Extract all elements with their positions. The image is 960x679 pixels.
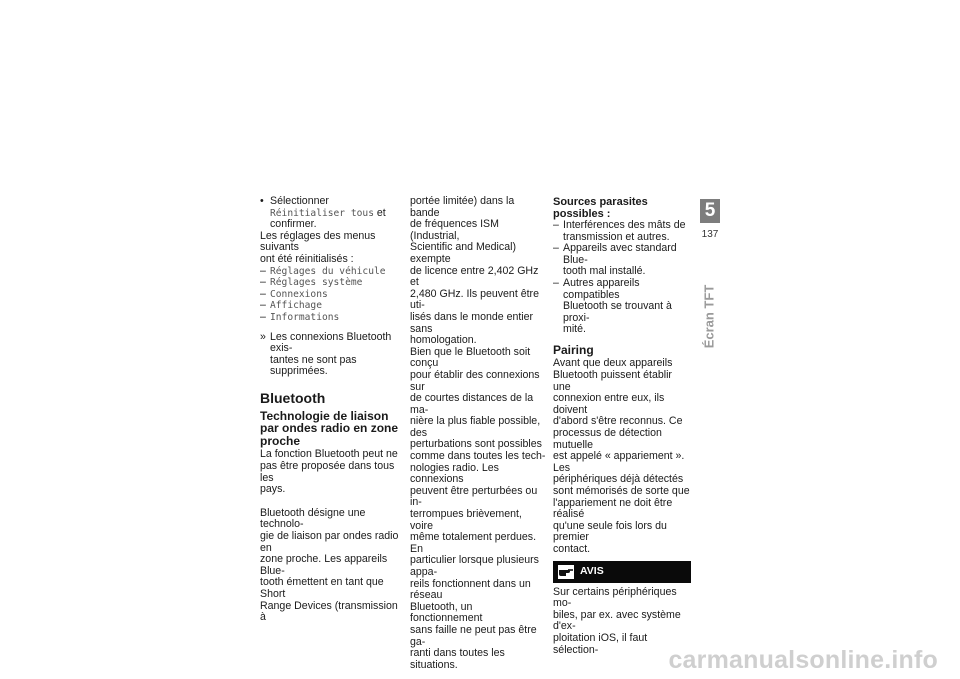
text-line: Sur certains périphériques mo- bbox=[553, 585, 677, 610]
text-line: Bluetooth puissent établir une bbox=[553, 369, 672, 393]
watermark: carmanualsonline.info bbox=[668, 646, 938, 674]
menu-item-vehicle-settings: – Réglages du véhicule bbox=[260, 266, 402, 278]
text-line: terrompues brièvement, voire bbox=[410, 508, 522, 532]
notice-banner bbox=[553, 561, 691, 583]
text-line: de licence entre 2,402 GHz et bbox=[410, 264, 539, 289]
source-item bbox=[553, 278, 691, 336]
text-line: Scientific and Medical) exempte bbox=[410, 241, 516, 265]
text-line: pas être proposée dans tous les bbox=[260, 460, 395, 484]
text-line: gie de liaison par ondes radio en bbox=[260, 529, 399, 554]
text-line: Range Devices (transmission à bbox=[260, 599, 398, 624]
text-line: Interférences des mâts de bbox=[563, 219, 686, 231]
text-line: connexion entre eux, ils doivent bbox=[553, 392, 665, 416]
notice-title: AVIS bbox=[580, 564, 604, 577]
column-2 bbox=[410, 196, 546, 671]
text-line: Avant que deux appareils bbox=[553, 357, 673, 370]
menu-item-connections: – Connexions bbox=[260, 289, 402, 301]
subsection-title bbox=[260, 410, 402, 448]
text-line: tooth mal installé. bbox=[563, 265, 646, 278]
section-title-bluetooth: Bluetooth bbox=[260, 389, 326, 406]
subsection-title-line-1: Technologie de liaison bbox=[260, 408, 389, 423]
column-1 bbox=[260, 196, 402, 624]
text-line: Bluetooth se trouvant à proxi- bbox=[563, 300, 672, 324]
text-line: nologies radio. Les connexions bbox=[410, 461, 499, 486]
text-line: biles, par ex. avec système d'ex- bbox=[553, 608, 681, 633]
result-note-line-1: Les connexions Bluetooth exis- bbox=[270, 330, 392, 355]
result-note-line-2: tantes ne sont pas supprimées. bbox=[270, 353, 357, 378]
text-line: Appareils avec standard Blue- bbox=[563, 242, 677, 266]
text-line: zone proche. Les appareils Blue- bbox=[260, 553, 388, 577]
text-line: homologation. bbox=[410, 334, 477, 347]
text-line: l'appariement ne doit être réalisé bbox=[553, 496, 673, 521]
paragraph-availability bbox=[260, 449, 402, 495]
text-line: périphériques déjà détectés bbox=[553, 473, 684, 486]
text-line: comme dans toutes les tech- bbox=[410, 450, 546, 463]
text-line: Bluetooth, un fonctionnement bbox=[410, 600, 483, 625]
menu-item-information: – Informations bbox=[260, 312, 402, 324]
text-line: portée limitée) dans la bande bbox=[410, 195, 515, 219]
instruction-text-post: et confirmer. bbox=[270, 206, 386, 231]
text-line: pour établir des connexions sur bbox=[410, 368, 540, 393]
text-line: particulier lorsque plusieurs appa- bbox=[410, 554, 539, 578]
text-line: même totalement perdues. En bbox=[410, 531, 537, 555]
text-line: lisés dans le monde entier sans bbox=[410, 310, 534, 335]
text-line: tooth émettent en tant que Short bbox=[260, 576, 384, 600]
sources-title: Sources parasites possibles : bbox=[553, 196, 648, 220]
subsection-title-line-2: par ondes radio en zone bbox=[260, 421, 399, 436]
text-line: Autres appareils compatibles bbox=[563, 276, 640, 301]
text-line: mité. bbox=[563, 323, 586, 336]
instruction-select-reset bbox=[260, 196, 402, 231]
text-line: Bien que le Bluetooth soit conçu bbox=[410, 345, 531, 370]
text-line: ploitation iOS, il faut sélection- bbox=[553, 631, 648, 656]
text-line: Bluetooth désigne une technolo- bbox=[260, 506, 366, 531]
reset-menus-text-line-1: Les réglages des menus suivants bbox=[260, 229, 376, 254]
text-line: peuvent être perturbées ou in- bbox=[410, 484, 538, 509]
page-number: 137 bbox=[701, 229, 719, 240]
text-line: qu'une seule fois lors du premier bbox=[553, 519, 667, 544]
text-line: 2,480 GHz. Ils peuvent être uti- bbox=[410, 287, 539, 312]
text-line: reils fonctionnent dans un réseau bbox=[410, 577, 531, 602]
paragraph-bluetooth-definition bbox=[260, 508, 402, 624]
result-note bbox=[260, 332, 402, 378]
column-3 bbox=[553, 196, 691, 656]
menu-item-display: – Affichage bbox=[260, 300, 402, 312]
text-line: ranti dans toutes les situations. bbox=[410, 647, 505, 671]
source-item bbox=[553, 220, 691, 243]
text-line: nière la plus fiable possible, des bbox=[410, 415, 541, 439]
paragraph-continued bbox=[410, 196, 546, 671]
text-line: pays. bbox=[260, 483, 286, 496]
pointing-hand-icon bbox=[558, 565, 574, 579]
text-line: de fréquences ISM (Industrial, bbox=[410, 218, 499, 242]
paragraph-pairing bbox=[553, 358, 691, 555]
chapter-title: Écran TFT bbox=[701, 284, 717, 349]
text-line: de courtes distances de la ma- bbox=[410, 392, 534, 416]
text-line: d'abord s'être reconnus. Ce bbox=[553, 415, 683, 428]
text-line: sans faille ne peut pas être ga- bbox=[410, 623, 537, 648]
menu-item-system-settings: – Réglages système bbox=[260, 277, 402, 289]
text-line: contact. bbox=[553, 542, 591, 555]
text-line: perturbations sont possibles bbox=[410, 438, 542, 451]
chapter-number: 5 bbox=[700, 199, 720, 223]
instruction-text-pre: Sélectionner bbox=[270, 195, 329, 207]
text-line: sont mémorisés de sorte que bbox=[553, 484, 690, 497]
text-line: La fonction Bluetooth peut ne bbox=[260, 448, 398, 461]
reset-menus-text-line-2: ont été réinitialisés : bbox=[260, 252, 354, 265]
pairing-title: Pairing bbox=[553, 342, 594, 357]
menu-label-reset-all: Réinitialiser tous bbox=[270, 207, 374, 219]
source-item bbox=[553, 243, 691, 278]
subsection-title-line-3: proche bbox=[260, 433, 301, 448]
text-line: processus de détection mutuelle bbox=[553, 427, 662, 451]
text-line: est appelé « appariement ». Les bbox=[553, 450, 685, 474]
text-line: transmission et autres. bbox=[563, 230, 670, 243]
